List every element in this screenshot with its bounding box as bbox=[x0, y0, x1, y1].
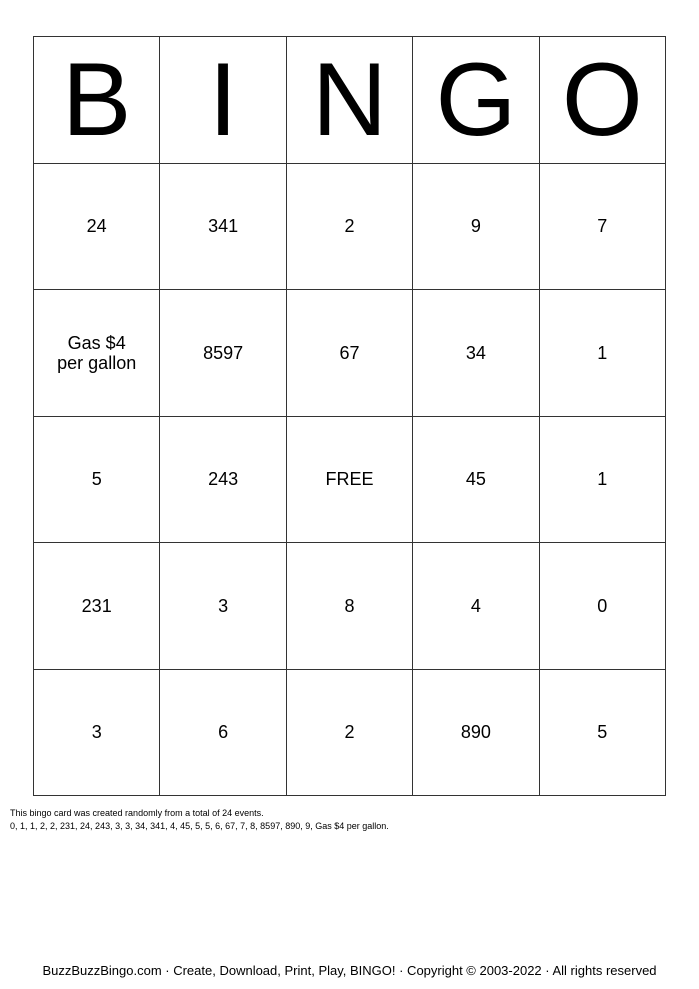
bingo-cell: 5 bbox=[34, 417, 160, 544]
bingo-cell: 6 bbox=[160, 670, 286, 797]
bingo-card-grid bbox=[33, 36, 666, 796]
bingo-cell: 34 bbox=[413, 290, 539, 417]
bingo-cell: 243 bbox=[160, 417, 286, 544]
bingo-cell: 0 bbox=[540, 543, 666, 670]
bingo-cell: 3 bbox=[34, 670, 160, 797]
free-space-cell: FREE bbox=[287, 417, 413, 544]
bingo-cell: 8 bbox=[287, 543, 413, 670]
bingo-cell: 4 bbox=[413, 543, 539, 670]
bingo-cell: 9 bbox=[413, 164, 539, 291]
bingo-cell: 231 bbox=[34, 543, 160, 670]
bingo-cell: 1 bbox=[540, 290, 666, 417]
event-list-text: 0, 1, 1, 2, 2, 231, 24, 243, 3, 3, 34, 341, 4, 45, 5, 5, 6, 67, 7, 8, 8597, 890, 9, Gas $4 per gallon. bbox=[10, 821, 389, 831]
bingo-cell: 3 bbox=[160, 543, 286, 670]
bingo-cell: 24 bbox=[34, 164, 160, 291]
bingo-cell: 2 bbox=[287, 670, 413, 797]
bingo-cell: 1 bbox=[540, 417, 666, 544]
header-letter-g: G bbox=[413, 37, 539, 164]
header-letter-o: O bbox=[540, 37, 666, 164]
header-letter-n: N bbox=[287, 37, 413, 164]
bingo-cell: 67 bbox=[287, 290, 413, 417]
bingo-cell: 7 bbox=[540, 164, 666, 291]
card-info-text: This bingo card was created randomly from a total of 24 events. bbox=[10, 808, 264, 818]
bingo-cell: 45 bbox=[413, 417, 539, 544]
header-letter-i: I bbox=[160, 37, 286, 164]
header-letter-b: B bbox=[34, 37, 160, 164]
bingo-cell: 2 bbox=[287, 164, 413, 291]
bingo-cell: 5 bbox=[540, 670, 666, 797]
bingo-cell: 8597 bbox=[160, 290, 286, 417]
footer-copyright: BuzzBuzzBingo.com · Create, Download, Print, Play, BINGO! · Copyright © 2003-2022 · All rights reserved bbox=[42, 963, 657, 978]
bingo-cell: 890 bbox=[413, 670, 539, 797]
bingo-cell: 341 bbox=[160, 164, 286, 291]
bingo-cell: Gas $4 per gallon bbox=[34, 290, 160, 417]
